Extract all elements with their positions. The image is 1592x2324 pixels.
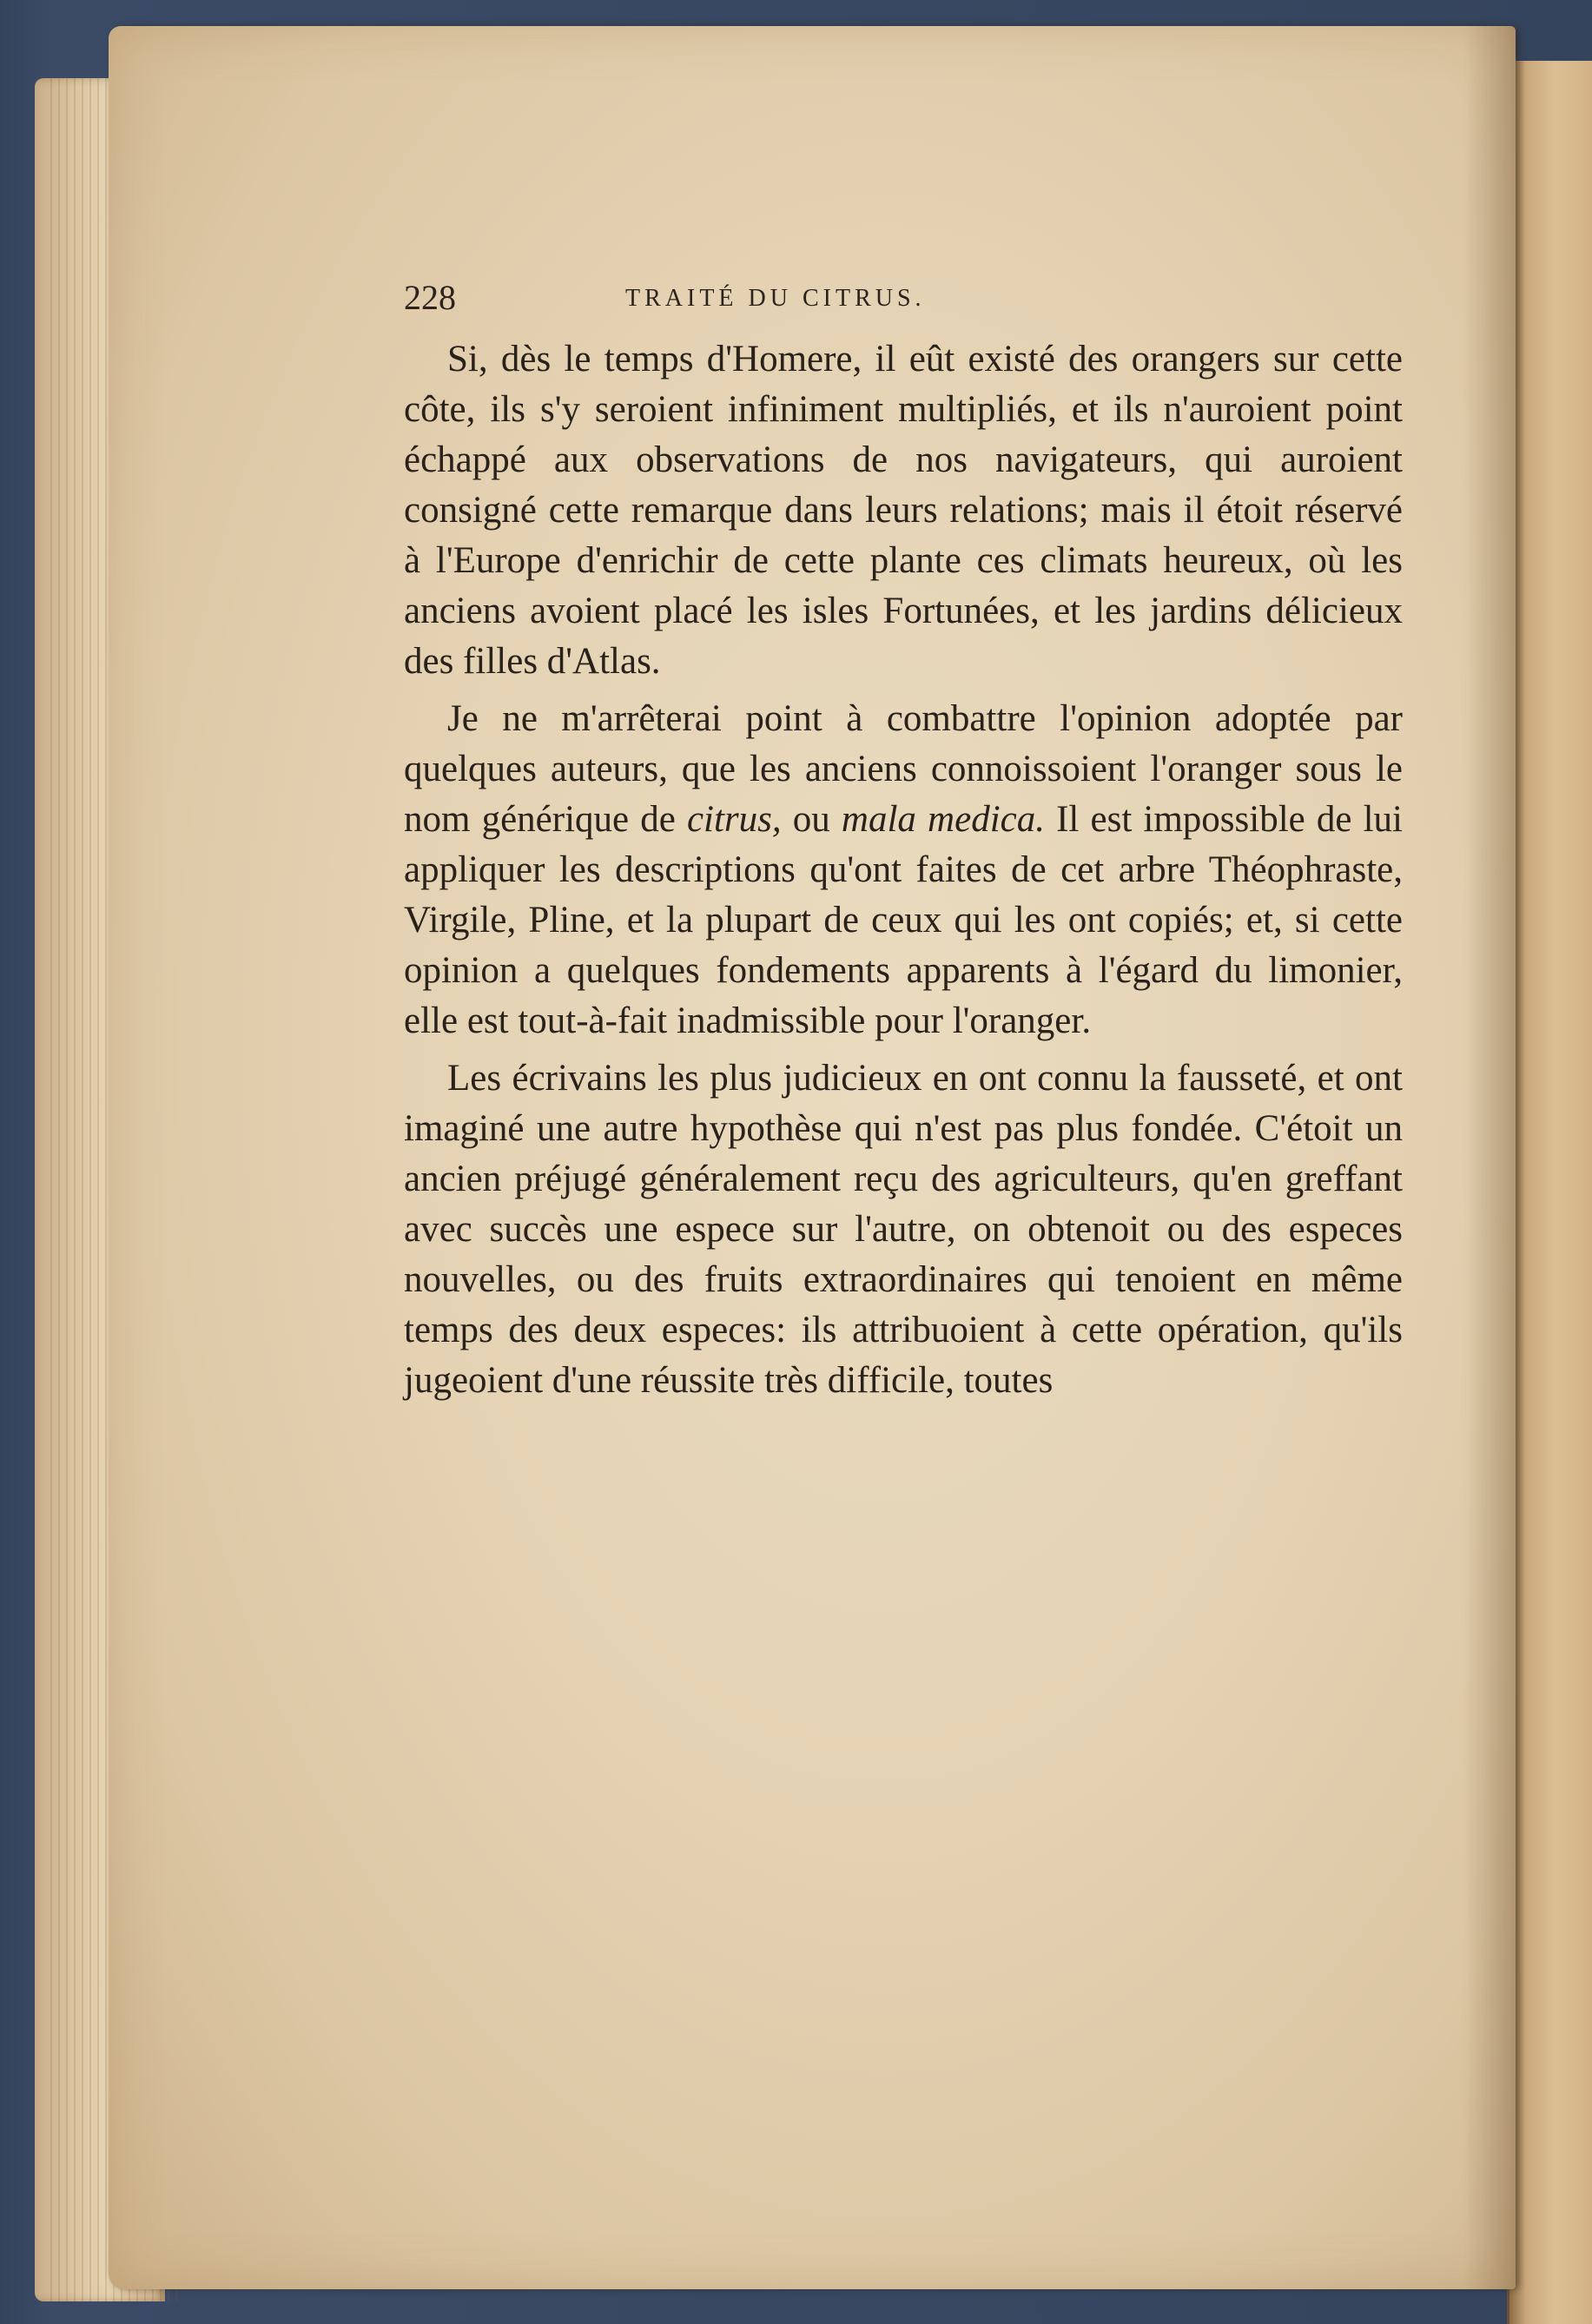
paragraph-2-text-c: Il est impossible de lui appliquer les descriptions qu'ont faites de cet arbre Théophraste, Virgile, Pline, et la plupart de ceux qui les ont copiés; et, si cette opinion a quelques fondements apparents à l'égard du limonier, elle est tout-à-fait inadmissible pour l'oranger. bbox=[404, 799, 1403, 1041]
paragraph-1: Si, dès le temps d'Homere, il eût existé des orangers sur cette côte, ils s'y seroient infiniment multipliés, et ils n'auroient point échappé aux observations de nos navigateurs, qui auroient consigné cette remarque dans leurs relations; mais il étoit réservé à l'Europe d'enrichir de cette plante ces climats heureux, où les anciens avoient placé les isles Fortunées, et les jardins délicieux des filles d'Atlas. bbox=[404, 339, 1403, 682]
italic-term-citrus: citrus, bbox=[686, 799, 782, 840]
paragraph-3: Les écrivains les plus judicieux en ont connu la fausseté, et ont imaginé une autre hypothèse qui n'est pas plus fondée. C'étoit un ancien préjugé généralement reçu des agriculteurs, qu'en greffant avec succès une espece sur l'autre, on obtenoit ou des especes nouvelles, ou des fruits extraordinaires qui tenoient en même temps des deux especes: ils attribuoient à cette opération, qu'ils jugeoient d'une réussite très difficile, toutes bbox=[404, 1058, 1403, 1401]
paragraph-2-text-b: ou bbox=[781, 799, 842, 840]
running-head bbox=[404, 276, 1186, 320]
body-text bbox=[404, 334, 1403, 1413]
paragraph-2-text-a: Je ne m'arrêterai point à combattre l'opinion adoptée par quelques auteurs, que les anciens connoissoient l'oranger sous le nom générique de bbox=[404, 698, 1403, 840]
page-number: 228 bbox=[404, 278, 456, 317]
italic-term-mala-medica: mala medica. bbox=[841, 799, 1045, 840]
running-title: TRAITÉ DU CITRUS. bbox=[625, 285, 926, 312]
facing-page-edge bbox=[1507, 61, 1592, 2324]
paragraph-2 bbox=[404, 694, 1403, 1046]
